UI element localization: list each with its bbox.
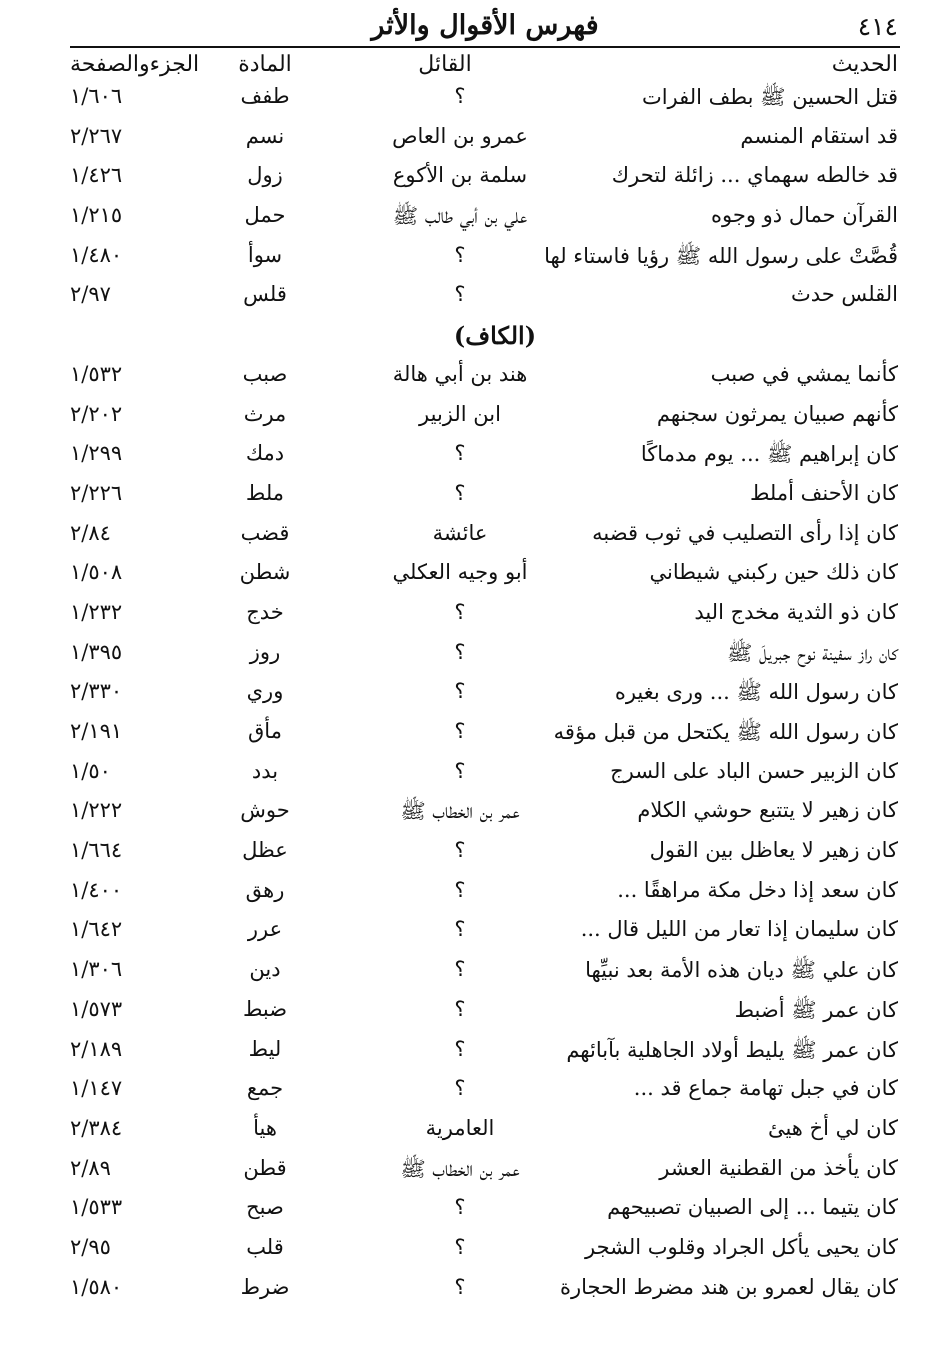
table-row [70, 1191, 900, 1231]
hadith-text: كان الأحنف أملط [749, 480, 898, 505]
hadith-text: كأنما يمشي في صبب [710, 361, 898, 386]
speaker-name: ؟ [454, 758, 466, 783]
hadith-text: قُصَّتْ على رسول الله ﷺ رؤيا فاستاء لها [544, 243, 898, 268]
hadith-text: القلس حدث [790, 282, 898, 307]
root-word: خدج [246, 599, 284, 624]
volume-page-ref: ٢/٣٨٤ [70, 1115, 123, 1140]
root-word: روز [249, 639, 281, 664]
root-word: حوش [240, 798, 290, 823]
table-row [70, 675, 900, 715]
speaker-name: علي بن أبي طالب ﷺ [392, 204, 528, 229]
volume-page-ref: ٢/٢٠٢ [70, 401, 123, 426]
volume-page-ref: ١/٦٠٦ [70, 84, 123, 108]
root-word: دمك [245, 441, 285, 466]
table-row [70, 1152, 900, 1192]
volume-page-ref: ١/٦٤٢ [70, 917, 123, 942]
root-word: قضب [240, 520, 290, 545]
root-word: قطن [243, 1155, 287, 1180]
speaker-name: ؟ [454, 84, 466, 108]
table-row [70, 794, 900, 834]
hadith-text: كان سعد إذا دخل مكة مراهقًا ... [617, 877, 898, 902]
speaker-name: ؟ [454, 996, 466, 1021]
column-header-hadith: الحديث [831, 52, 898, 77]
speaker-name: عمر بن الخطاب ﷺ [400, 799, 520, 824]
volume-page-ref: ١/٦٦٤ [70, 838, 123, 863]
volume-page-ref: ١/٢٣٢ [70, 599, 123, 624]
hadith-text: كان لي أخ هيئ [767, 1115, 898, 1140]
root-word: زول [247, 163, 283, 188]
volume-page-ref: ٢/٢٢٦ [70, 480, 123, 505]
hadith-text: كان عمر ﷺ يليط أولاد الجاهلية بآبائهم [566, 1037, 898, 1062]
table-row [70, 120, 900, 160]
volume-page-ref: ٢/٩٧ [70, 282, 111, 307]
table-row [70, 358, 900, 398]
table-row [70, 993, 900, 1033]
root-word: وري [246, 679, 284, 704]
volume-page-ref: ٢/١٨٩ [70, 1036, 123, 1061]
root-word: قلس [243, 282, 287, 307]
index-rows-qaf [70, 80, 900, 318]
table-row [70, 636, 900, 676]
speaker-name: هند بن أبي هالة [392, 361, 528, 386]
root-word: مأق [248, 719, 282, 743]
volume-page-ref: ١/٤٨٠ [70, 242, 123, 267]
volume-page-ref: ١/٢٢٢ [70, 798, 123, 823]
table-row [70, 278, 900, 318]
table-row [70, 556, 900, 596]
table-row [70, 1033, 900, 1073]
hadith-text: كان إذا رأى التصليب في ثوب قضبه [592, 520, 898, 545]
root-word: جمع [246, 1076, 284, 1101]
root-word: بدد [251, 758, 279, 783]
root-word: صبح [246, 1195, 284, 1220]
speaker-name: ؟ [454, 1076, 466, 1101]
speaker-name: ابن الزبير [419, 401, 501, 426]
table-row [70, 437, 900, 477]
table-row [70, 159, 900, 199]
speaker-name: ؟ [454, 917, 466, 942]
speaker-name: أبو وجيه العكلي [392, 560, 528, 585]
speaker-name: ؟ [454, 1036, 466, 1061]
volume-page-ref: ١/٤٠٠ [70, 877, 123, 902]
table-row [70, 596, 900, 636]
running-head [70, 8, 900, 48]
root-word: نسم [245, 123, 285, 148]
hadith-text: كان عمر ﷺ أضبط [734, 997, 898, 1022]
speaker-name: ؟ [454, 719, 466, 743]
root-word: ضرط [240, 1274, 290, 1299]
speaker-name: عمرو بن العاص [392, 123, 528, 148]
speaker-name: ؟ [454, 441, 466, 466]
table-row [70, 834, 900, 874]
hadith-text: قتل الحسين ﷺ بطف الفرات [641, 85, 898, 109]
hadith-text: كان علي ﷺ ديان هذه الأمة بعد نبيِّها [585, 958, 898, 983]
root-word: رهق [245, 877, 285, 902]
table-row [70, 1072, 900, 1112]
speaker-name: ؟ [454, 639, 466, 664]
hadith-text: كان رسول الله ﷺ ... ورى بغيره [614, 680, 898, 705]
table-row [70, 1231, 900, 1271]
volume-page-ref: ٢/٩٥ [70, 1234, 111, 1259]
volume-page-ref: ٢/٢٦٧ [70, 123, 123, 148]
volume-page-ref: ١/٥٨٠ [70, 1274, 123, 1299]
hadith-text: قد خالطه سهماي ... زائلة لتحرك [611, 163, 898, 188]
hadith-text: كان إبراهيم ﷺ ... يوم مدماكًا [640, 442, 898, 467]
speaker-name: ؟ [454, 679, 466, 704]
column-headers [70, 48, 900, 80]
volume-page-ref: ١/٥٧٣ [70, 996, 123, 1021]
root-word: مرث [243, 401, 287, 426]
hadith-text: كان راز سفينة نوح جبريلَ ﷺ [727, 640, 898, 665]
column-header-speaker: القائل [418, 52, 472, 77]
hadith-text: كان يقال لعمرو بن هند مضرط الحجارة [559, 1274, 898, 1299]
speaker-name: عائشة [432, 520, 488, 545]
root-word: طفف [240, 84, 290, 108]
root-word: ليط [248, 1036, 282, 1061]
volume-page-ref: ١/١٤٧ [70, 1076, 123, 1101]
volume-page-ref: ١/٥٣٣ [70, 1195, 123, 1220]
hadith-text: كان يأخذ من القطنية العشر [659, 1155, 898, 1180]
speaker-name: سلمة بن الأكوع [392, 163, 528, 188]
hadith-text: كان سليمان إذا تعار من الليل قال ... [580, 917, 898, 942]
speaker-name: ؟ [454, 1195, 466, 1220]
hadith-text: كان في جبل تهامة جماع قد ... [633, 1076, 898, 1101]
hadith-text: كان رسول الله ﷺ يكتحل من قبل مؤقه [553, 720, 898, 744]
speaker-name: ؟ [454, 1274, 466, 1299]
table-row [70, 874, 900, 914]
table-row [70, 398, 900, 438]
volume-page-ref: ١/٤٢٦ [70, 163, 123, 188]
volume-page-ref: ١/٢٩٩ [70, 441, 123, 466]
speaker-name: ؟ [454, 480, 466, 505]
table-row [70, 715, 900, 755]
table-row [70, 199, 900, 239]
root-word: قلب [246, 1234, 284, 1259]
volume-page-ref: ٢/٣٣٠ [70, 679, 123, 704]
hadith-text: كان يحيى يأكل الجراد وقلوب الشجر [584, 1234, 898, 1259]
table-row [70, 80, 900, 120]
root-word: عظل [242, 838, 288, 863]
volume-page-ref: ٢/٨٩ [70, 1155, 111, 1180]
hadith-text: كان زهير لا يعاظل بين القول [649, 838, 898, 863]
hadith-text: كأنهم صبيان يمرثون سجنهم [656, 401, 898, 426]
root-word: ضبط [242, 996, 288, 1021]
hadith-text: القرآن حمال ذو وجوه [711, 203, 898, 228]
volume-page-ref: ١/٥٠ [70, 758, 111, 783]
root-word: عرر [247, 917, 283, 942]
hadith-text: كان الزبير حسن الباد على السرج [610, 758, 898, 783]
volume-page-ref: ١/٥٣٢ [70, 361, 123, 386]
table-row [70, 913, 900, 953]
root-word: صبب [242, 361, 288, 386]
speaker-name: ؟ [454, 599, 466, 624]
column-header-volume-page: الجزءوالصفحة [70, 52, 200, 77]
hadith-text: قد استقام المنسم [740, 123, 898, 148]
speaker-name: ؟ [454, 877, 466, 902]
speaker-name: عمر بن الخطاب ﷺ [400, 1156, 520, 1181]
table-row [70, 239, 900, 279]
volume-page-ref: ١/٥٠٨ [70, 560, 123, 585]
root-word: هيأ [253, 1115, 277, 1140]
root-word: شطن [239, 560, 291, 585]
index-rows-kaf [70, 358, 900, 1311]
page-number: ٤١٤ [857, 12, 898, 41]
table-row [70, 477, 900, 517]
speaker-name: ؟ [454, 957, 466, 982]
section-heading: (الكاف) [453, 321, 537, 351]
speaker-name: ؟ [454, 242, 466, 267]
volume-page-ref: ١/٢١٥ [70, 203, 123, 228]
root-word: سوأ [247, 242, 283, 267]
volume-page-ref: ١/٣٠٦ [70, 957, 123, 982]
table-row [70, 517, 900, 557]
column-header-root: المادة [238, 52, 292, 77]
speaker-name: ؟ [454, 1234, 466, 1259]
index-page [70, 8, 900, 1310]
root-word: ملط [245, 480, 285, 505]
table-row [70, 953, 900, 993]
volume-page-ref: ١/٣٩٥ [70, 639, 123, 664]
running-title: فهرس الأقوال والأثر [371, 10, 599, 41]
volume-page-ref: ٢/٨٤ [70, 520, 111, 545]
table-row [70, 1271, 900, 1311]
hadith-text: كان يتيما ... إلى الصبيان تصبيحهم [607, 1195, 898, 1220]
table-row [70, 755, 900, 795]
hadith-text: كان ذو الثدية مخدج اليد [694, 599, 898, 624]
hadith-text: كان زهير لا يتتبع حوشي الكلام [637, 798, 898, 823]
speaker-name: العامرية [425, 1115, 495, 1140]
root-word: حمل [244, 203, 286, 228]
table-row [70, 1112, 900, 1152]
root-word: دين [249, 957, 281, 982]
hadith-text: كان ذلك حين ركبني شيطاني [649, 560, 898, 585]
volume-page-ref: ٢/١٩١ [70, 719, 123, 743]
speaker-name: ؟ [454, 282, 466, 307]
speaker-name: ؟ [454, 838, 466, 863]
